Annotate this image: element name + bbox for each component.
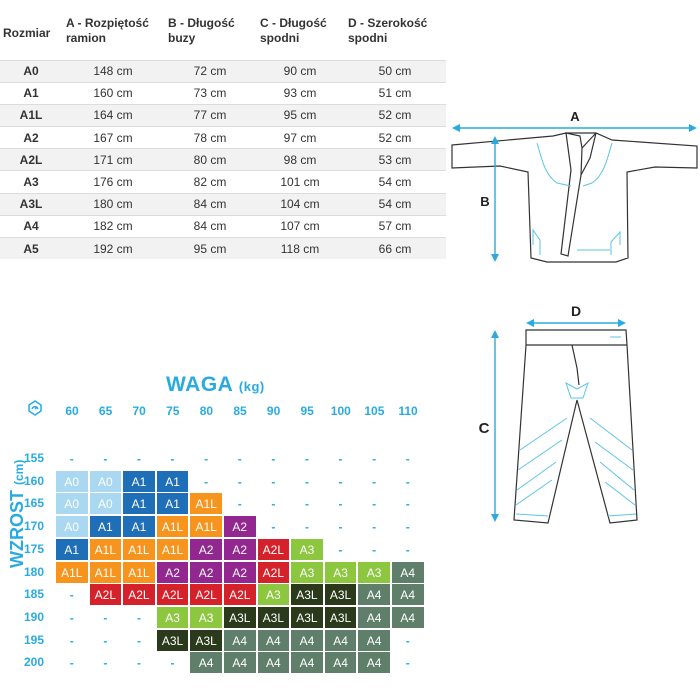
height-label: 200: [23, 655, 45, 670]
empty-cell: -: [136, 452, 141, 466]
size-cell-a3: A3: [291, 539, 323, 560]
size-cell-a3l: A3L: [190, 630, 222, 651]
empty-cell: -: [405, 520, 410, 535]
size-cell-a2l: A2L: [258, 539, 290, 560]
empty-cell: -: [136, 656, 141, 671]
measure-cell: 93 cm: [256, 82, 344, 104]
label-c: C: [478, 420, 490, 437]
empty-cell: -: [69, 588, 74, 603]
height-label: 180: [23, 564, 45, 579]
label-d: D: [570, 303, 582, 319]
size-cell-a4: A4: [224, 652, 256, 673]
size-cell-a1: A1: [56, 539, 88, 560]
measure-cell: 118 cm: [256, 238, 344, 260]
size-cell: A3L: [0, 193, 62, 215]
size-cell-a4: A4: [224, 630, 256, 651]
size-cell-a4: A4: [358, 630, 390, 651]
measure-cell: 95 cm: [164, 238, 256, 260]
size-cell-a3: A3: [291, 562, 323, 583]
measure-cell: 54 cm: [344, 171, 446, 193]
empty-cell: -: [338, 520, 343, 535]
size-cell-a3l: A3L: [157, 630, 189, 651]
height-title-text: WZROST: [7, 490, 27, 568]
size-cell-a3: A3: [190, 607, 222, 628]
empty-cell: -: [136, 610, 141, 625]
empty-cell: -: [372, 452, 377, 466]
size-cell-a1l: A1L: [123, 539, 155, 560]
empty-cell: -: [271, 497, 276, 512]
size-cell-a4: A4: [258, 630, 290, 651]
empty-cell: -: [405, 542, 410, 557]
label-b: B: [480, 194, 490, 209]
header-c: C - Długość spodni: [260, 16, 327, 45]
empty-cell: -: [405, 497, 410, 512]
height-label: 165: [23, 496, 45, 511]
empty-cell: -: [338, 542, 343, 557]
measure-cell: 97 cm: [256, 127, 344, 149]
size-cell: A3: [0, 171, 62, 193]
empty-cell: -: [237, 452, 242, 466]
size-cell-a3: A3: [325, 562, 357, 583]
size-cell-a3l: A3L: [325, 584, 357, 605]
empty-cell: -: [103, 610, 108, 625]
empty-cell: -: [204, 452, 209, 466]
empty-cell: -: [372, 497, 377, 512]
empty-cell: -: [304, 520, 309, 535]
dimension-c: [491, 330, 499, 522]
size-cell-a3l: A3L: [325, 607, 357, 628]
measure-cell: 164 cm: [62, 104, 164, 126]
measure-cell: 84 cm: [164, 193, 256, 215]
weight-label: 110: [398, 404, 418, 418]
weight-label: 65: [98, 404, 113, 418]
empty-cell: -: [170, 656, 175, 671]
measure-cell: 84 cm: [164, 215, 256, 237]
size-cell-a4: A4: [325, 630, 357, 651]
size-cell-a1: A1: [123, 471, 155, 492]
size-cell: A0: [0, 60, 62, 82]
empty-cell: -: [372, 520, 377, 535]
weight-label: 75: [166, 404, 180, 418]
size-cell-a2: A2: [224, 539, 256, 560]
header-d: D - Szerokość spodni: [348, 16, 428, 45]
size-cell: A1: [0, 82, 62, 104]
empty-cell: -: [136, 633, 141, 648]
height-label: 170: [23, 519, 45, 534]
label-a: A: [570, 109, 580, 124]
size-cell-a4: A4: [358, 584, 390, 605]
empty-cell: -: [103, 633, 108, 648]
measure-cell: 167 cm: [62, 127, 164, 149]
size-cell-a2l: A2L: [90, 584, 122, 605]
measure-cell: 160 cm: [62, 82, 164, 104]
dimension-d: [526, 319, 626, 327]
measure-cell: 72 cm: [164, 60, 256, 82]
weight-label: 60: [65, 404, 79, 418]
measure-cell: 104 cm: [256, 193, 344, 215]
empty-cell: -: [304, 497, 309, 512]
size-cell-a0: A0: [90, 493, 122, 514]
size-cell-a1: A1: [157, 493, 189, 514]
empty-cell: -: [405, 633, 410, 648]
measure-cell: 82 cm: [164, 171, 256, 193]
measure-cell: 148 cm: [62, 60, 164, 82]
weight-label: 80: [199, 404, 214, 418]
height-label: 160: [23, 473, 45, 488]
weight-title-unit: (kg): [238, 379, 265, 394]
size-cell-a1l: A1L: [157, 539, 189, 560]
scale-icon: [27, 400, 43, 416]
empty-cell: -: [69, 452, 74, 466]
empty-cell: -: [338, 452, 343, 466]
size-cell-a1l: A1L: [190, 516, 222, 537]
measure-cell: 180 cm: [62, 193, 164, 215]
weight-label: 70: [132, 404, 146, 418]
weight-label: 85: [233, 404, 247, 418]
measure-cell: 57 cm: [344, 215, 446, 237]
empty-cell: -: [237, 474, 242, 489]
size-cell-a4: A4: [291, 630, 323, 651]
size-cell-a0: A0: [56, 493, 88, 514]
header-a: A - Rozpiętość ramion: [66, 16, 149, 45]
measure-cell: 101 cm: [256, 171, 344, 193]
size-cell-a2l: A2L: [258, 562, 290, 583]
size-cell-a4: A4: [190, 652, 222, 673]
size-cell-a3: A3: [157, 607, 189, 628]
size-cell-a1: A1: [123, 516, 155, 537]
empty-cell: -: [170, 452, 175, 466]
size-cell-a3l: A3L: [258, 607, 290, 628]
measure-cell: 176 cm: [62, 171, 164, 193]
size-cell: A1L: [0, 104, 62, 126]
weight-label: 100: [330, 404, 351, 418]
height-label: 155: [23, 451, 45, 465]
size-cell-a2: A2: [224, 562, 256, 583]
size-cell-a0: A0: [90, 471, 122, 492]
size-cell-a3l: A3L: [291, 584, 323, 605]
size-cell-a4: A4: [325, 652, 357, 673]
measure-cell: 54 cm: [344, 193, 446, 215]
size-cell-a2l: A2L: [224, 584, 256, 605]
size-cell: A5: [0, 238, 62, 260]
size-cell-a2: A2: [190, 562, 222, 583]
measure-cell: 80 cm: [164, 149, 256, 171]
measure-cell: 53 cm: [344, 149, 446, 171]
size-cell-a1l: A1L: [123, 562, 155, 583]
empty-cell: -: [69, 633, 74, 648]
size-cell-a4: A4: [392, 607, 424, 628]
empty-cell: -: [103, 656, 108, 671]
measure-cell: 66 cm: [344, 238, 446, 260]
size-cell-a4: A4: [258, 652, 290, 673]
empty-cell: -: [204, 474, 209, 489]
size-cell-a1l: A1L: [90, 539, 122, 560]
height-label: 185: [23, 587, 45, 602]
measure-cell: 171 cm: [62, 149, 164, 171]
header-b: B - Długość buzy: [168, 16, 235, 45]
weight-label: 90: [266, 404, 281, 418]
size-cell-a1l: A1L: [90, 562, 122, 583]
size-cell-a2l: A2L: [190, 584, 222, 605]
measure-cell: 77 cm: [164, 104, 256, 126]
size-cell-a4: A4: [358, 652, 390, 673]
weight-label: 105: [364, 404, 385, 418]
size-cell-a2l: A2L: [123, 584, 155, 605]
empty-cell: -: [271, 520, 276, 535]
measure-cell: 107 cm: [256, 215, 344, 237]
size-cell-a0: A0: [56, 471, 88, 492]
size-cell-a1: A1: [90, 516, 122, 537]
size-cell-a4: A4: [392, 562, 424, 583]
size-cell-a4: A4: [358, 607, 390, 628]
empty-cell: -: [69, 610, 74, 625]
size-cell-a3l: A3L: [291, 607, 323, 628]
size-cell-a3: A3: [358, 562, 390, 583]
size-cell-a3: A3: [258, 584, 290, 605]
weight-axis-title: [166, 373, 265, 397]
height-label: 175: [23, 541, 45, 556]
empty-cell: -: [338, 497, 343, 512]
height-title-unit: (cm): [12, 459, 26, 485]
size-cell-a1l: A1L: [157, 516, 189, 537]
size-cell-a1l: A1L: [56, 562, 88, 583]
empty-cell: -: [304, 474, 309, 489]
weight-title-text: WAGA: [166, 373, 233, 396]
size-cell-a2l: A2L: [157, 584, 189, 605]
empty-cell: -: [271, 474, 276, 489]
size-cell: A2L: [0, 149, 62, 171]
measure-cell: 78 cm: [164, 127, 256, 149]
empty-cell: -: [405, 452, 410, 466]
height-axis-title: [7, 459, 27, 568]
empty-cell: -: [372, 542, 377, 557]
height-label: 195: [23, 632, 45, 647]
empty-cell: -: [338, 474, 343, 489]
size-cell-a2: A2: [224, 516, 256, 537]
size-cell-a1: A1: [123, 493, 155, 514]
empty-cell: -: [304, 452, 309, 466]
measure-cell: 73 cm: [164, 82, 256, 104]
weight-label: 95: [300, 404, 314, 418]
size-cell-a2: A2: [190, 539, 222, 560]
measure-cell: 51 cm: [344, 82, 446, 104]
empty-cell: -: [405, 474, 410, 489]
size-cell: A2: [0, 127, 62, 149]
size-cell-a2: A2: [157, 562, 189, 583]
size-cell-a4: A4: [392, 584, 424, 605]
empty-cell: -: [237, 497, 242, 512]
empty-cell: -: [372, 474, 377, 489]
height-label: 190: [23, 609, 45, 624]
size-cell-a1: A1: [157, 471, 189, 492]
measure-cell: 50 cm: [344, 60, 446, 82]
empty-cell: -: [405, 656, 410, 671]
header-rozmiar: Rozmiar: [3, 26, 51, 40]
measure-cell: 192 cm: [62, 238, 164, 260]
size-cell-a1l: A1L: [190, 493, 222, 514]
size-cell-a3l: A3L: [224, 607, 256, 628]
measure-cell: 52 cm: [344, 104, 446, 126]
empty-cell: -: [271, 452, 276, 466]
measure-cell: 98 cm: [256, 149, 344, 171]
measure-cell: 182 cm: [62, 215, 164, 237]
measure-cell: 95 cm: [256, 104, 344, 126]
size-cell-a0: A0: [56, 516, 88, 537]
size-cell-a4: A4: [291, 652, 323, 673]
empty-cell: -: [103, 452, 108, 466]
dimension-a: [452, 124, 697, 132]
measure-cell: 90 cm: [256, 60, 344, 82]
measure-cell: 52 cm: [344, 127, 446, 149]
empty-cell: -: [69, 656, 74, 671]
size-cell: A4: [0, 215, 62, 237]
